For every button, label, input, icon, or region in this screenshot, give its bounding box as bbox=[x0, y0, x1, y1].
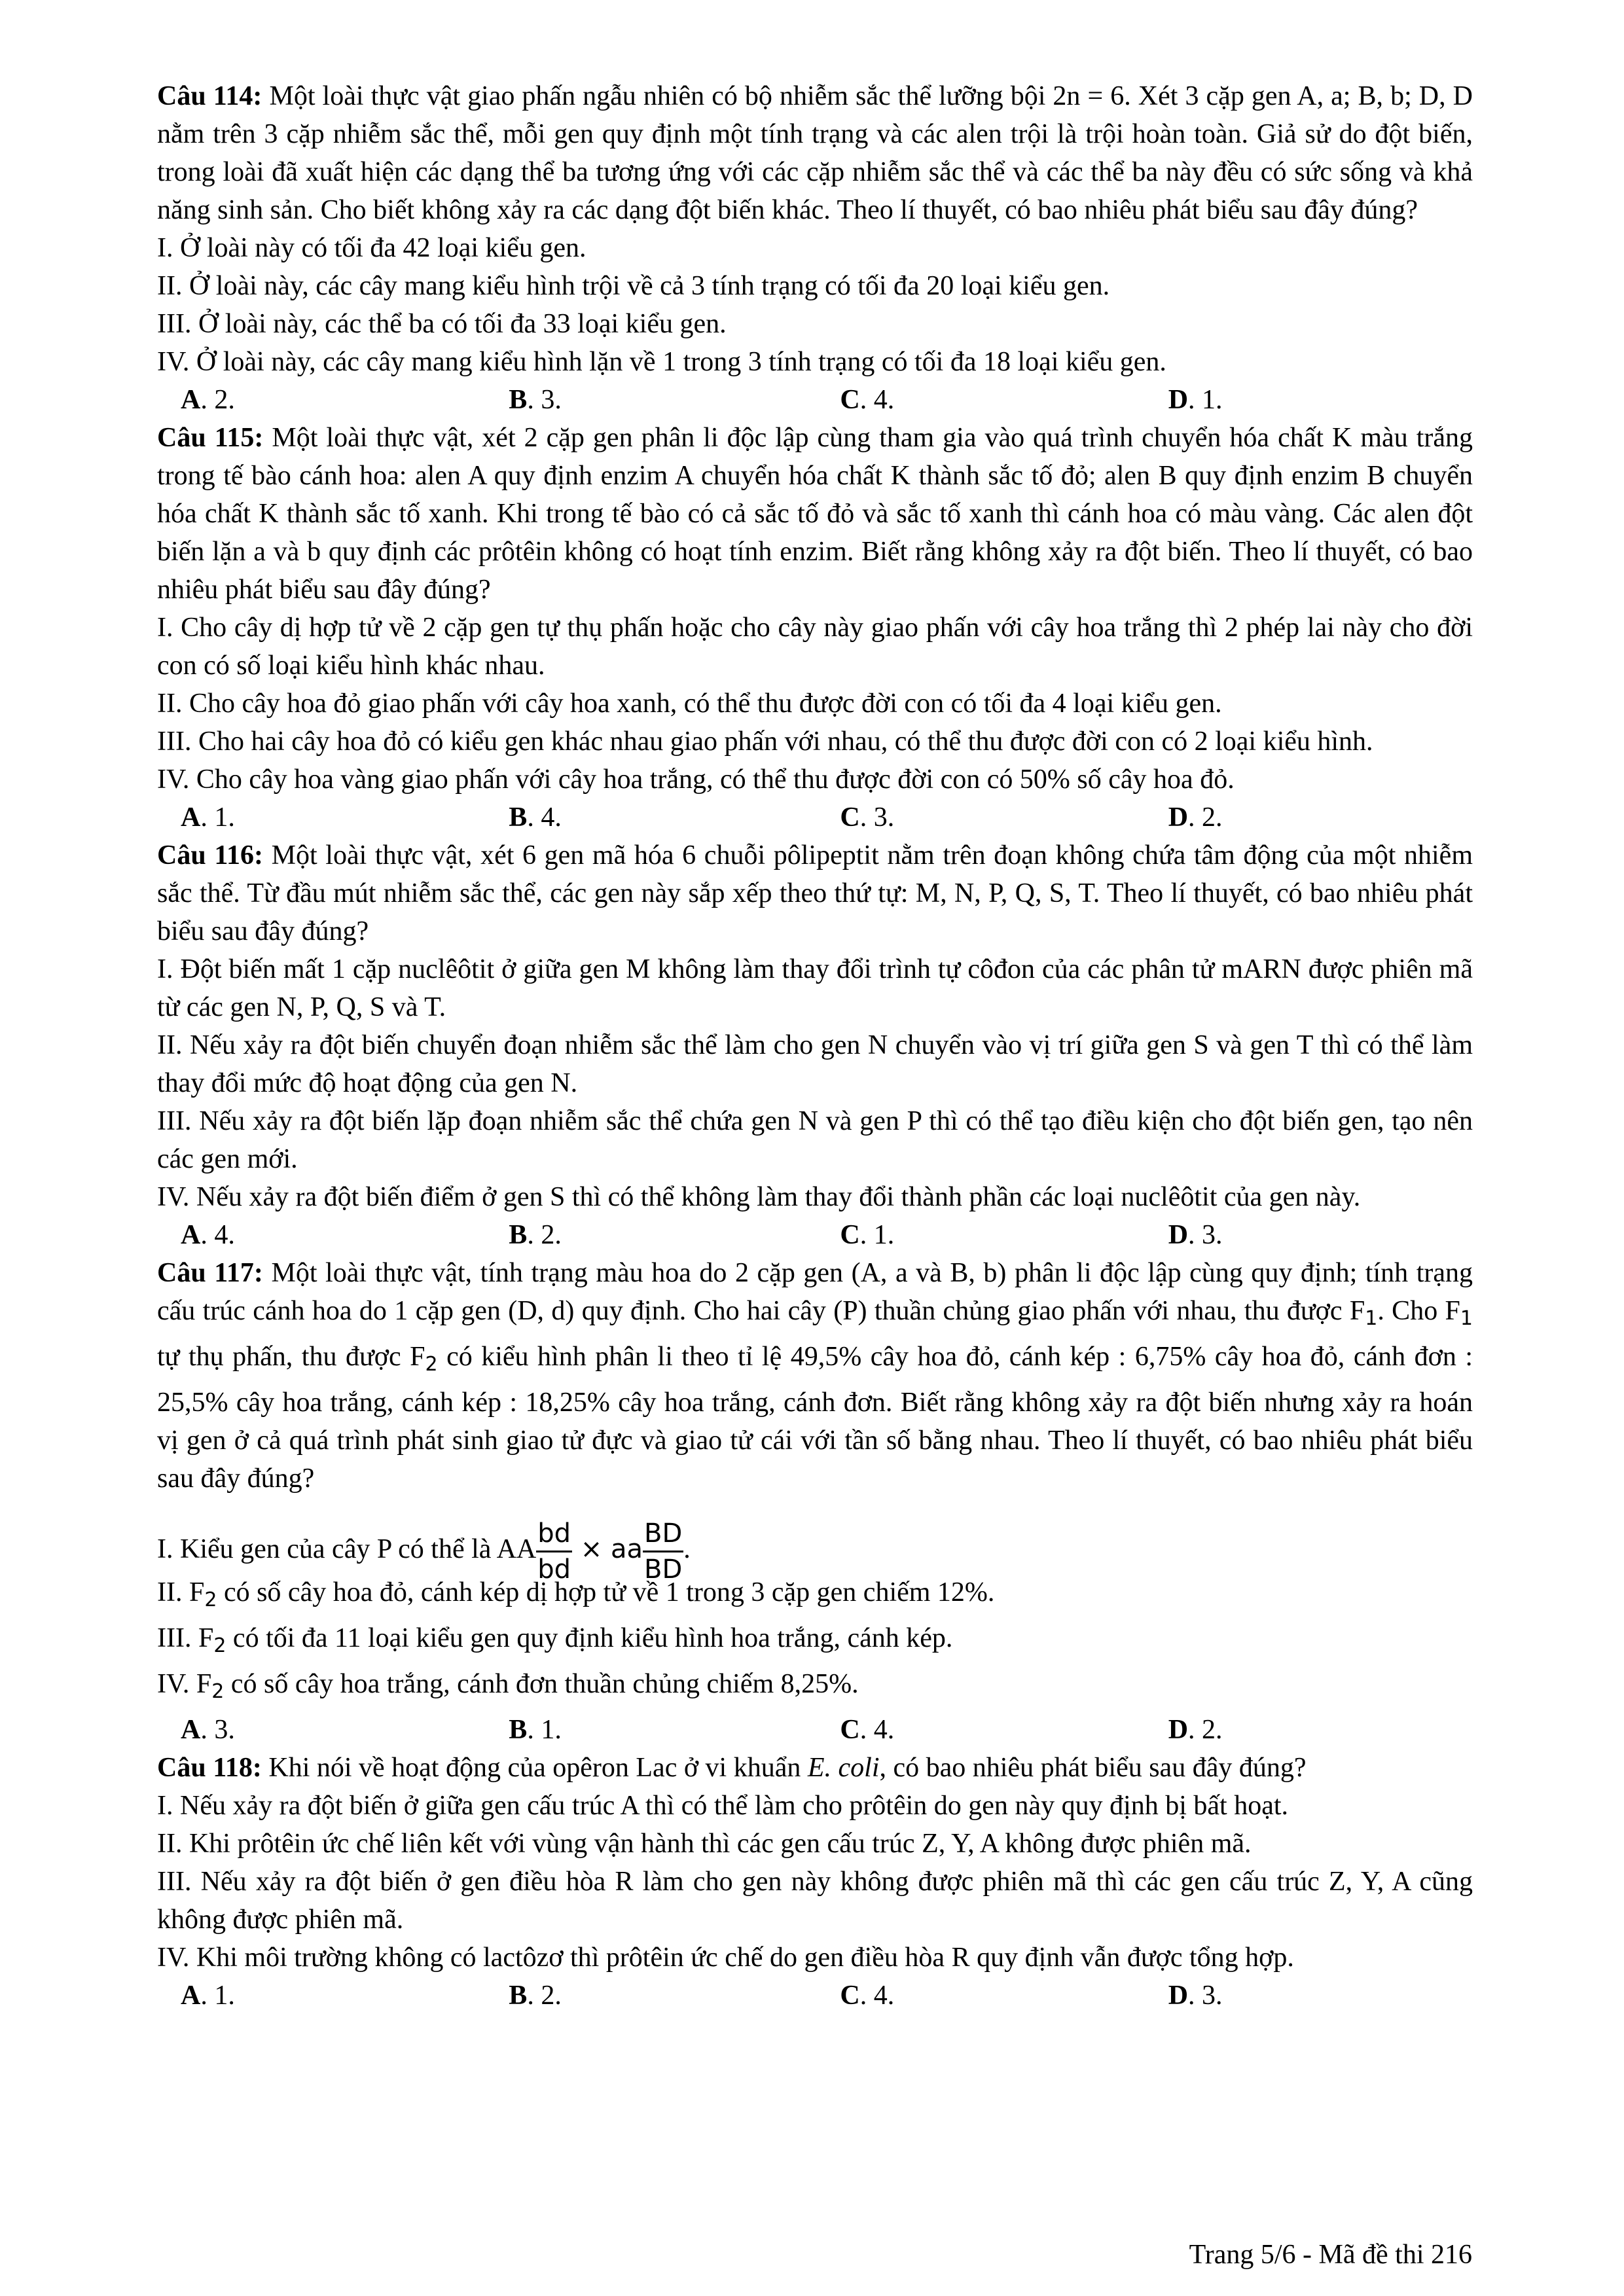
statement-prefix: IV. F bbox=[157, 1669, 212, 1699]
option-c[interactable] bbox=[816, 798, 1144, 836]
question-118 bbox=[157, 1749, 1473, 2015]
option-value: . 4. bbox=[200, 1220, 235, 1250]
statement-iv: IV. Cho cây hoa vàng giao phấn với cây hoa trắng, có thể thu được đời con có 50% số cây hoa đỏ. bbox=[157, 764, 1235, 795]
option-letter: C bbox=[840, 802, 860, 833]
species-name: E. coli bbox=[807, 1753, 880, 1783]
option-letter: B bbox=[509, 1220, 528, 1250]
question-text: . Cho F bbox=[1377, 1296, 1460, 1326]
statement-iii bbox=[157, 1619, 1473, 1665]
option-d[interactable] bbox=[1145, 1711, 1473, 1749]
option-value: . 2. bbox=[527, 1981, 562, 2011]
option-d[interactable] bbox=[1145, 381, 1473, 419]
question-stem bbox=[157, 836, 1473, 950]
option-value: . 2. bbox=[527, 1220, 562, 1250]
option-value: . 3. bbox=[1188, 1981, 1223, 2011]
option-value: . 2. bbox=[1188, 1715, 1223, 1745]
statement-prefix: III. F bbox=[157, 1623, 214, 1653]
answer-options bbox=[157, 1216, 1473, 1254]
statement-iii: III. Nếu xảy ra đột biến ở gen điều hòa R làm cho gen này không được phiên mã thì các gen cấu trúc Z, Y, A cũng không được phiên mã. bbox=[157, 1867, 1473, 1935]
option-letter: A bbox=[181, 1715, 201, 1745]
option-c[interactable] bbox=[816, 381, 1144, 419]
subscript: 1 bbox=[1460, 1307, 1473, 1330]
option-value: . 2. bbox=[200, 385, 235, 415]
subscript: 2 bbox=[213, 1634, 226, 1657]
fraction-numerator: bd bbox=[536, 1516, 572, 1552]
option-value: . 3. bbox=[200, 1715, 235, 1745]
subscript: 2 bbox=[425, 1353, 438, 1376]
option-b[interactable] bbox=[485, 798, 816, 836]
option-a[interactable] bbox=[157, 1711, 485, 1749]
statement-prefix: II. F bbox=[157, 1577, 205, 1607]
option-value: . 3. bbox=[1188, 1220, 1223, 1250]
statement-iii: III. Cho hai cây hoa đỏ có kiểu gen khác nhau giao phấn với nhau, có thể thu được đời con có 2 loại kiểu hình. bbox=[157, 726, 1373, 757]
option-b[interactable] bbox=[485, 1711, 816, 1749]
answer-options bbox=[157, 1711, 1473, 1749]
option-letter: C bbox=[840, 1715, 860, 1745]
option-letter: A bbox=[181, 1981, 201, 2011]
fraction-denominator: BD bbox=[644, 1554, 683, 1585]
option-letter: D bbox=[1168, 1715, 1189, 1745]
question-text: Một loài thực vật, xét 6 gen mã hóa 6 chuỗi pôlipeptit nằm trên đoạn không chứa tâm động của một nhiễm sắc thể. Từ đầu mút nhiễm sắc thể, các gen này sắp xếp theo thứ tự: M, N, P, Q, S, T. Theo lí thuyết, có bao nhiêu phát biểu sau đây đúng? bbox=[157, 840, 1473, 946]
page-footer: Trang 5/6 - Mã đề thi 216 bbox=[1189, 2240, 1472, 2270]
statement-iv: IV. Nếu xảy ra đột biến điểm ở gen S thì có thể không làm thay đổi thành phần các loại nuclêôtit của gen này. bbox=[157, 1182, 1361, 1212]
option-letter: A bbox=[181, 1220, 201, 1250]
statement-i bbox=[157, 1498, 1473, 1585]
question-115 bbox=[157, 419, 1473, 836]
option-c[interactable] bbox=[816, 1977, 1144, 2015]
statement-text: có tối đa 11 loại kiểu gen quy định kiểu hình hoa trắng, cánh kép. bbox=[226, 1623, 953, 1653]
option-value: . 4. bbox=[859, 1715, 895, 1745]
option-letter: D bbox=[1168, 1981, 1189, 2011]
option-c[interactable] bbox=[816, 1711, 1144, 1749]
option-value: . 1. bbox=[859, 1220, 895, 1250]
option-value: . 4. bbox=[527, 802, 562, 833]
question-text: tự thụ phấn, thu được F bbox=[157, 1342, 425, 1372]
question-stem bbox=[157, 1254, 1473, 1498]
question-text: Một loài thực vật, tính trạng màu hoa do 2 cặp gen (A, a và B, b) phân li độc lập cùng quy định; tính trạng cấu trúc cánh hoa do 1 cặp gen (D, d) quy định. Cho hai cây (P) thuần chủng giao phấn với nhau, thu được F bbox=[157, 1258, 1473, 1326]
option-letter: A bbox=[181, 385, 201, 415]
option-value: . 3. bbox=[527, 385, 562, 415]
option-value: . 2. bbox=[1188, 802, 1223, 833]
statement-i: I. Cho cây dị hợp tử về 2 cặp gen tự thụ phấn hoặc cho cây này giao phấn với cây hoa trắng thì 2 phép lai này cho đời con có số loại kiểu hình khác nhau. bbox=[157, 613, 1473, 681]
statement-ii: II. Khi prôtêin ức chế liên kết với vùng vận hành thì các gen cấu trúc Z, Y, A không được phiên mã. bbox=[157, 1829, 1252, 1859]
statement-ii: II. Ở loài này, các cây mang kiểu hình trội về cả 3 tính trạng có tối đa 20 loại kiểu gen. bbox=[157, 271, 1110, 301]
question-stem bbox=[157, 1749, 1473, 1787]
option-letter: B bbox=[509, 802, 528, 833]
statement-text bbox=[157, 1516, 691, 1587]
option-b[interactable] bbox=[485, 1977, 816, 2015]
option-letter: D bbox=[1168, 385, 1189, 415]
question-number: Câu 116: bbox=[157, 840, 263, 870]
question-number: Câu 118: bbox=[157, 1753, 262, 1783]
option-letter: D bbox=[1168, 1220, 1189, 1250]
statement-ii: II. Cho cây hoa đỏ giao phấn với cây hoa xanh, có thể thu được đời con có tối đa 4 loại kiểu gen. bbox=[157, 689, 1222, 719]
option-d[interactable] bbox=[1145, 1216, 1473, 1254]
statement-text: có số cây hoa đỏ, cánh kép dị hợp tử về 1 trong 3 cặp gen chiếm 12%. bbox=[217, 1577, 995, 1607]
statement-ii: II. Nếu xảy ra đột biến chuyển đoạn nhiễm sắc thể làm cho gen N chuyển vào vị trí giữa gen S và gen T thì có thể làm thay đổi mức độ hoạt động của gen N. bbox=[157, 1030, 1473, 1098]
statement-iv: IV. Khi môi trường không có lactôzơ thì prôtêin ức chế do gen điều hòa R quy định vẫn được tổng hợp. bbox=[157, 1943, 1294, 1973]
subscript: 1 bbox=[1365, 1307, 1378, 1330]
question-number: Câu 115: bbox=[157, 423, 264, 453]
option-a[interactable] bbox=[157, 1977, 485, 2015]
statement-text: có số cây hoa trắng, cánh đơn thuần chủng chiếm 8,25%. bbox=[224, 1669, 859, 1699]
option-letter: B bbox=[509, 1981, 528, 2011]
option-a[interactable] bbox=[157, 1216, 485, 1254]
question-text: Khi nói về hoạt động của opêron Lac ở vi khuẩn bbox=[261, 1753, 808, 1783]
question-117 bbox=[157, 1254, 1473, 1749]
option-a[interactable] bbox=[157, 798, 485, 836]
subscript: 2 bbox=[211, 1680, 225, 1703]
statement-iv bbox=[157, 1665, 1473, 1711]
question-number: Câu 117: bbox=[157, 1258, 263, 1288]
option-letter: C bbox=[840, 385, 860, 415]
question-114 bbox=[157, 77, 1473, 419]
question-stem bbox=[157, 77, 1473, 229]
genotype-fraction-bd bbox=[536, 1516, 572, 1587]
question-stem bbox=[157, 419, 1473, 609]
statement-iii: III. Nếu xảy ra đột biến lặp đoạn nhiễm sắc thể chứa gen N và gen P thì có thể tạo điều kiện cho đột biến gen, tạo nên các gen mới. bbox=[157, 1106, 1473, 1174]
fraction-denominator: bd bbox=[537, 1554, 571, 1585]
question-text: , có bao nhiêu phát biểu sau đây đúng? bbox=[879, 1753, 1307, 1783]
option-value: . 4. bbox=[859, 1981, 895, 2011]
option-d[interactable] bbox=[1145, 798, 1473, 836]
fraction-numerator: BD bbox=[643, 1516, 683, 1552]
option-b[interactable] bbox=[485, 381, 816, 419]
option-value: . 1. bbox=[1188, 385, 1223, 415]
option-value: . 4. bbox=[859, 385, 895, 415]
option-c[interactable] bbox=[816, 1216, 1144, 1254]
question-text: Một loài thực vật, xét 2 cặp gen phân li độc lập cùng tham gia vào quá trình chuyển hóa chất K màu trắng trong tế bào cánh hoa: alen A quy định enzim A chuyển hóa chất K thành sắc tố đỏ; alen B quy định enzim B chuyển hóa chất K thành sắc tố xanh. Khi trong tế bào có cả sắc tố đỏ và sắc tố xanh thì cánh hoa có màu vàng. Các alen đột biến lặn a và b quy định các prôtêin không có hoạt tính enzim. Biết rằng không xảy ra đột biến. Theo lí thuyết, có bao nhiêu phát biểu sau đây đúng? bbox=[157, 423, 1473, 605]
statement-prefix: I. Kiểu gen của cây P có thể là AA bbox=[157, 1534, 537, 1565]
exam-page bbox=[157, 77, 1473, 2015]
statement-iii: III. Ở loài này, các thể ba có tối đa 33 loại kiểu gen. bbox=[157, 309, 727, 339]
subscript: 2 bbox=[204, 1588, 217, 1611]
genotype-fraction-BD bbox=[643, 1516, 683, 1587]
option-letter: C bbox=[840, 1981, 860, 2011]
period: . bbox=[683, 1534, 691, 1565]
option-value: . 1. bbox=[200, 802, 235, 833]
option-letter: D bbox=[1168, 802, 1189, 833]
statement-i: I. Nếu xảy ra đột biến ở giữa gen cấu trúc A thì có thể làm cho prôtêin do gen này quy định bị bất hoạt. bbox=[157, 1791, 1289, 1821]
statement-i: I. Ở loài này có tối đa 42 loại kiểu gen. bbox=[157, 233, 586, 263]
option-letter: A bbox=[181, 802, 201, 833]
statement-i: I. Đột biến mất 1 cặp nuclêôtit ở giữa gen M không làm thay đổi trình tự côđon của các phân tử mARN được phiên mã từ các gen N, P, Q, S và T. bbox=[157, 954, 1473, 1022]
option-value: . 3. bbox=[859, 802, 895, 833]
times-operator: × aa bbox=[572, 1534, 643, 1565]
answer-options bbox=[157, 1977, 1473, 2015]
answer-options bbox=[157, 381, 1473, 419]
option-b[interactable] bbox=[485, 1216, 816, 1254]
option-value: . 1. bbox=[527, 1715, 562, 1745]
option-letter: C bbox=[840, 1220, 860, 1250]
option-d[interactable] bbox=[1145, 1977, 1473, 2015]
option-letter: B bbox=[509, 1715, 528, 1745]
question-text: Một loài thực vật giao phấn ngẫu nhiên có bộ nhiễm sắc thể lưỡng bội 2n = 6. Xét 3 cặp gen A, a; B, b; D, D nằm trên 3 cặp nhiễm sắc thể, mỗi gen quy định một tính trạng và các alen trội là trội hoàn toàn. Giả sử do đột biến, trong loài đã xuất hiện các dạng thể ba tương ứng với các cặp nhiễm sắc thể và các thể ba này đều có sức sống và khả năng sinh sản. Cho biết không xảy ra các dạng đột biến khác. Theo lí thuyết, có bao nhiêu phát biểu sau đây đúng? bbox=[157, 81, 1473, 225]
question-number: Câu 114: bbox=[157, 81, 262, 111]
option-letter: B bbox=[509, 385, 528, 415]
option-a[interactable] bbox=[157, 381, 485, 419]
statement-iv: IV. Ở loài này, các cây mang kiểu hình lặn về 1 trong 3 tính trạng có tối đa 18 loại kiểu gen. bbox=[157, 347, 1166, 377]
question-116 bbox=[157, 836, 1473, 1254]
answer-options bbox=[157, 798, 1473, 836]
question-text: có kiểu hình phân li theo tỉ lệ 49,5% cây hoa đỏ, cánh kép : 6,75% cây hoa đỏ, cánh đơn : 25,5% cây hoa trắng, cánh kép : 18,25% cây hoa trắng, cánh đơn. Biết rằng không xảy ra đột biến nhưng xảy ra hoán vị gen ở cả quá trình phát sinh giao tử đực và giao tử cái với tần số bằng nhau. Theo lí thuyết, có bao nhiêu phát biểu sau đây đúng? bbox=[157, 1342, 1473, 1494]
option-value: . 1. bbox=[200, 1981, 235, 2011]
